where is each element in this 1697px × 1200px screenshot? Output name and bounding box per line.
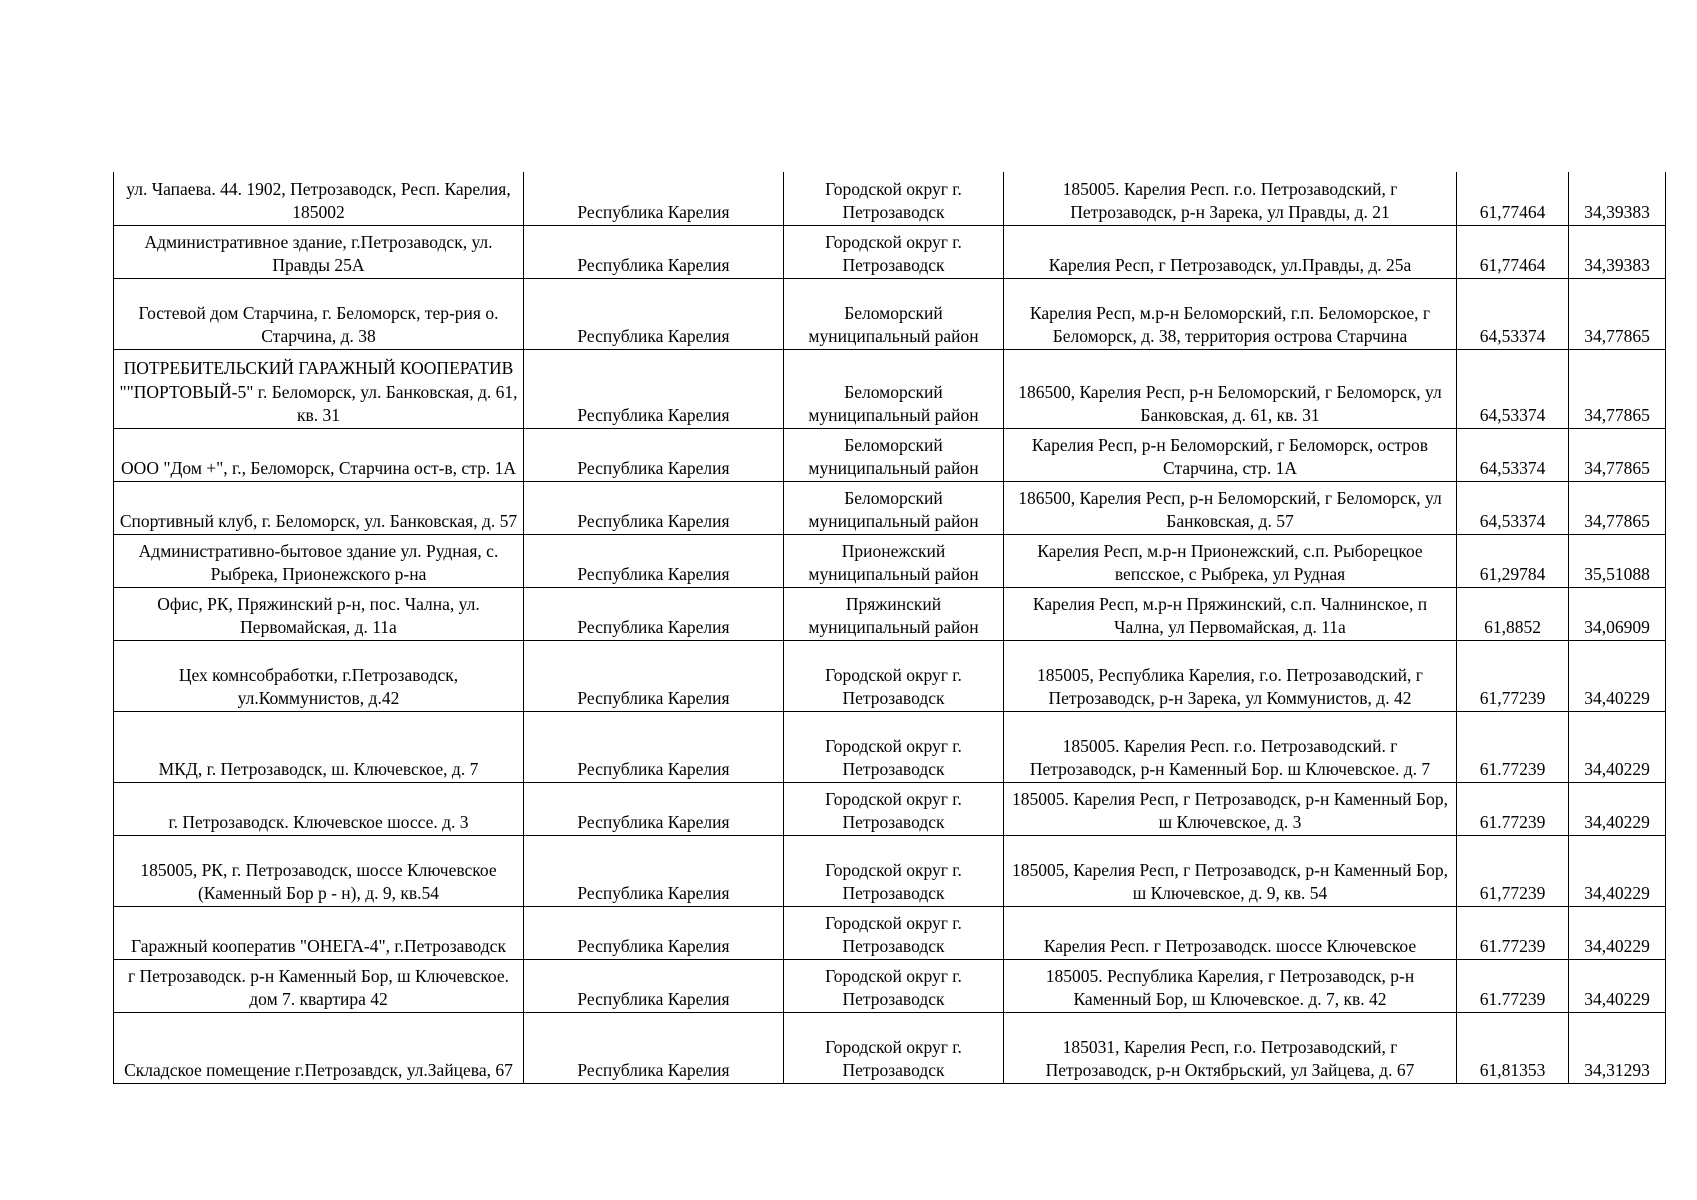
latitude-cell: 64,53374 (1457, 428, 1569, 481)
address-cell: 185031, Карелия Респ, г.о. Петрозаводский, г Петрозаводск, р-н Октябрьский, ул Зайцева, д. 67 (1004, 1012, 1457, 1083)
region-cell: Республика Карелия (524, 172, 784, 225)
table-row (114, 711, 1666, 782)
region-cell: Республика Карелия (524, 782, 784, 835)
latitude-cell: 64,53374 (1457, 481, 1569, 534)
table-row (114, 278, 1666, 349)
table-row (114, 349, 1666, 428)
district-cell: Беломорский муниципальный район (784, 278, 1004, 349)
longitude-cell: 34,40229 (1569, 782, 1666, 835)
district-cell: Городской округ г. Петрозаводск (784, 959, 1004, 1012)
district-cell: Городской округ г. Петрозаводск (784, 711, 1004, 782)
latitude-cell: 64,53374 (1457, 278, 1569, 349)
address-cell: Карелия Респ, р-н Беломорский, г Беломорск, остров Старчина, стр. 1А (1004, 428, 1457, 481)
region-cell: Республика Карелия (524, 278, 784, 349)
region-cell: Республика Карелия (524, 428, 784, 481)
longitude-cell: 34,40229 (1569, 835, 1666, 906)
object-name-cell: Складское помещение г.Петрозавдск, ул.Зайцева, 67 (114, 1012, 524, 1083)
latitude-cell: 61,8852 (1457, 587, 1569, 640)
address-cell: 185005. Карелия Респ. г.о. Петрозаводский, г Петрозаводск, р-н Зарека, ул Правды, д. 21 (1004, 172, 1457, 225)
district-cell: Городской округ г. Петрозаводск (784, 225, 1004, 278)
table-row (114, 534, 1666, 587)
latitude-cell: 61.77239 (1457, 711, 1569, 782)
latitude-cell: 64,53374 (1457, 349, 1569, 428)
table-row (114, 225, 1666, 278)
table-row (114, 481, 1666, 534)
object-name-cell: Гаражный кооператив "ОНЕГА-4", г.Петрозаводск (114, 906, 524, 959)
district-cell: Городской округ г. Петрозаводск (784, 906, 1004, 959)
district-cell: Городской округ г. Петрозаводск (784, 782, 1004, 835)
object-name-cell: Спортивный клуб, г. Беломорск, ул. Банковская, д. 57 (114, 481, 524, 534)
longitude-cell: 34,39383 (1569, 225, 1666, 278)
region-cell: Республика Карелия (524, 349, 784, 428)
district-cell: Беломорский муниципальный район (784, 349, 1004, 428)
latitude-cell: 61,29784 (1457, 534, 1569, 587)
longitude-cell: 34,77865 (1569, 278, 1666, 349)
object-name-cell: ул. Чапаева. 44. 1902, Петрозаводск, Респ. Карелия, 185002 (114, 172, 524, 225)
region-cell: Республика Карелия (524, 225, 784, 278)
object-name-cell: Административное здание, г.Петрозаводск, ул. Правды 25А (114, 225, 524, 278)
longitude-cell: 35,51088 (1569, 534, 1666, 587)
longitude-cell: 34,77865 (1569, 481, 1666, 534)
object-name-cell: Офис, РК, Пряжинский р-н, пос. Чална, ул. Первомайская, д. 11а (114, 587, 524, 640)
objects-table (113, 172, 1666, 1084)
region-cell: Республика Карелия (524, 835, 784, 906)
region-cell: Республика Карелия (524, 481, 784, 534)
table-row (114, 1012, 1666, 1083)
longitude-cell: 34,40229 (1569, 906, 1666, 959)
district-cell: Пряжинский муниципальный район (784, 587, 1004, 640)
longitude-cell: 34,77865 (1569, 349, 1666, 428)
district-cell: Городской округ г. Петрозаводск (784, 640, 1004, 711)
address-cell: Карелия Респ, м.р-н Пряжинский, с.п. Чалнинское, п Чална, ул Первомайская, д. 11а (1004, 587, 1457, 640)
latitude-cell: 61,81353 (1457, 1012, 1569, 1083)
address-cell: 185005. Карелия Респ, г Петрозаводск, р-н Каменный Бор, ш Ключевское, д. 3 (1004, 782, 1457, 835)
object-name-cell: ООО "Дом +", г., Беломорск, Старчина ост-в, стр. 1А (114, 428, 524, 481)
object-name-cell: г. Петрозаводск. Ключевское шоссе. д. 3 (114, 782, 524, 835)
district-cell: Беломорский муниципальный район (784, 481, 1004, 534)
object-name-cell: Гостевой дом Старчина, г. Беломорск, тер-рия о. Старчина, д. 38 (114, 278, 524, 349)
address-cell: Карелия Респ, м.р-н Прионежский, с.п. Рыборецкое вепсское, с Рыбрека, ул Рудная (1004, 534, 1457, 587)
region-cell: Республика Карелия (524, 959, 784, 1012)
latitude-cell: 61.77239 (1457, 906, 1569, 959)
object-name-cell: МКД, г. Петрозаводск, ш. Ключевское, д. 7 (114, 711, 524, 782)
longitude-cell: 34,40229 (1569, 959, 1666, 1012)
object-name-cell: ПОТРЕБИТЕЛЬСКИЙ ГАРАЖНЫЙ КООПЕРАТИВ ""ПОРТОВЫЙ-5" г. Беломорск, ул. Банковская, д. 61, кв. 31 (114, 349, 524, 428)
longitude-cell: 34,39383 (1569, 172, 1666, 225)
table-row (114, 587, 1666, 640)
district-cell: Беломорский муниципальный район (784, 428, 1004, 481)
latitude-cell: 61,77464 (1457, 172, 1569, 225)
address-cell: 186500, Карелия Респ, р-н Беломорский, г Беломорск, ул Банковская, д. 57 (1004, 481, 1457, 534)
region-cell: Республика Карелия (524, 587, 784, 640)
object-name-cell: г Петрозаводск. р-н Каменный Бор, ш Ключевское. дом 7. квартира 42 (114, 959, 524, 1012)
region-cell: Республика Карелия (524, 1012, 784, 1083)
district-cell: Городской округ г. Петрозаводск (784, 172, 1004, 225)
latitude-cell: 61.77239 (1457, 959, 1569, 1012)
table-row (114, 172, 1666, 225)
address-cell: Карелия Респ. г Петрозаводск. шоссе Ключевское (1004, 906, 1457, 959)
longitude-cell: 34,06909 (1569, 587, 1666, 640)
address-cell: 185005. Республика Карелия, г Петрозаводск, р-н Каменный Бор, ш Ключевское. д. 7, кв. 42 (1004, 959, 1457, 1012)
longitude-cell: 34,31293 (1569, 1012, 1666, 1083)
region-cell: Республика Карелия (524, 711, 784, 782)
latitude-cell: 61,77239 (1457, 640, 1569, 711)
address-cell: Карелия Респ, г Петрозаводск, ул.Правды, д. 25а (1004, 225, 1457, 278)
latitude-cell: 61,77239 (1457, 835, 1569, 906)
district-cell: Городской округ г. Петрозаводск (784, 835, 1004, 906)
object-name-cell: 185005, РК, г. Петрозаводск, шоссе Ключевское (Каменный Бор р - н), д. 9, кв.54 (114, 835, 524, 906)
address-cell: 185005, Республика Карелия, г.о. Петрозаводский, г Петрозаводск, р-н Зарека, ул Коммунистов, д. 42 (1004, 640, 1457, 711)
address-cell: Карелия Респ, м.р-н Беломорский, г.п. Беломорское, г Беломорск, д. 38, территория острова Старчина (1004, 278, 1457, 349)
longitude-cell: 34,40229 (1569, 640, 1666, 711)
object-name-cell: Цех комнсобработки, г.Петрозаводск, ул.Коммунистов, д.42 (114, 640, 524, 711)
table-row (114, 428, 1666, 481)
latitude-cell: 61.77239 (1457, 782, 1569, 835)
address-cell: 186500, Карелия Респ, р-н Беломорский, г Беломорск, ул Банковская, д. 61, кв. 31 (1004, 349, 1457, 428)
table-row (114, 959, 1666, 1012)
table-row (114, 906, 1666, 959)
table-row (114, 782, 1666, 835)
region-cell: Республика Карелия (524, 534, 784, 587)
region-cell: Республика Карелия (524, 906, 784, 959)
district-cell: Городской округ г. Петрозаводск (784, 1012, 1004, 1083)
table-row (114, 640, 1666, 711)
table-row (114, 835, 1666, 906)
object-name-cell: Административно-бытовое здание ул. Рудная, с. Рыбрека, Прионежского р-на (114, 534, 524, 587)
region-cell: Республика Карелия (524, 640, 784, 711)
latitude-cell: 61,77464 (1457, 225, 1569, 278)
address-cell: 185005, Карелия Респ, г Петрозаводск, р-н Каменный Бор, ш Ключевское, д. 9, кв. 54 (1004, 835, 1457, 906)
longitude-cell: 34,77865 (1569, 428, 1666, 481)
longitude-cell: 34,40229 (1569, 711, 1666, 782)
district-cell: Прионежский муниципальный район (784, 534, 1004, 587)
address-cell: 185005. Карелия Респ. г.о. Петрозаводский. г Петрозаводск, р-н Каменный Бор. ш Ключевское. д. 7 (1004, 711, 1457, 782)
